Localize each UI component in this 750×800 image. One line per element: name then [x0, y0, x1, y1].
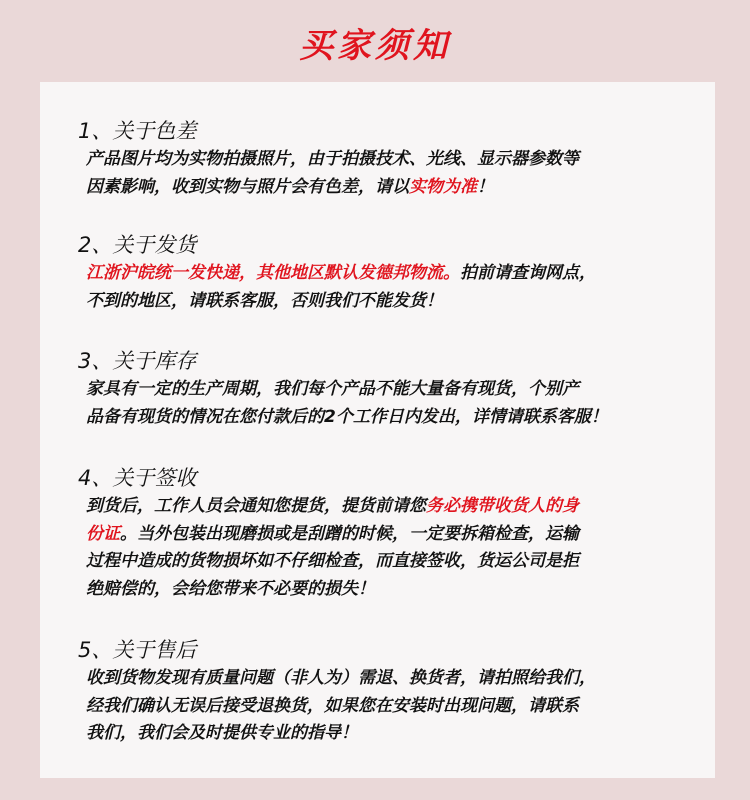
section-body [86, 493, 706, 603]
text-run: 我们，我们会及时提供专业的指导！ [86, 723, 358, 743]
section-heading: 1、关于色差 [78, 119, 197, 143]
text-run: 拍前请查询网点， [460, 263, 596, 283]
section-receipt [76, 463, 706, 603]
section-heading: 5、关于售后 [78, 638, 197, 662]
text-run: 产品图片均为实物拍摄照片，由于拍摄技术、光线、显示器参数等 [86, 149, 579, 169]
section-shipping [76, 230, 706, 315]
section-color-difference [76, 116, 706, 201]
section-body [86, 146, 706, 201]
text-run: 品备有现货的情况在您付款后的2个工作日内发出，详情请联系客服！ [86, 406, 608, 427]
section-body [86, 665, 706, 748]
text-line [86, 665, 706, 693]
section-inventory [76, 346, 706, 431]
text-run: 收到货物发现有质量问题（非人为）需退、换货者，请拍照给我们， [86, 668, 596, 688]
text-line [86, 576, 706, 604]
text-run: 到货后，工作人员会通知您提货，提货前请您 [86, 496, 426, 516]
text-run: 不到的地区，请联系客服，否则我们不能发货！ [86, 290, 443, 311]
text-line [86, 146, 706, 174]
section-body [86, 260, 706, 315]
text-run: 绝赔偿的，会给您带来不必要的损失！ [86, 578, 375, 599]
text-run: 因素影响，收到实物与照片会有色差，请以 [86, 176, 409, 197]
highlight-text: 份证 [86, 523, 120, 544]
text-line [86, 493, 706, 521]
highlight-text: 江浙沪皖统一发快递，其他地区默认发德邦物流。 [86, 263, 460, 283]
text-line [86, 521, 706, 549]
highlight-text: 务必携带收货人的身 [426, 496, 579, 516]
text-line [86, 404, 706, 432]
text-line [86, 288, 706, 316]
section-heading: 2、关于发货 [78, 233, 197, 257]
section-heading: 4、关于签收 [78, 466, 197, 490]
text-line [86, 376, 706, 404]
text-run: ！ [477, 176, 494, 197]
text-line [86, 720, 706, 748]
text-line [86, 260, 706, 288]
section-body [86, 376, 706, 431]
text-line [86, 693, 706, 721]
highlight-text: 实物为准 [409, 176, 477, 197]
page-title: 买家须知 [299, 26, 451, 66]
notice-card [40, 82, 715, 778]
text-line [86, 174, 706, 202]
text-line [86, 548, 706, 576]
text-run: 。当外包装出现磨损或是刮蹭的时候，一定要拆箱检查，运输 [120, 523, 579, 544]
text-run: 家具有一定的生产周期，我们每个产品不能大量备有现货，个别产 [86, 379, 579, 399]
text-run: 经我们确认无误后接受退换货，如果您在安装时出现问题，请联系 [86, 695, 579, 716]
text-run: 过程中造成的货物损坏如不仔细检查，而直接签收，货运公司是拒 [86, 551, 579, 571]
section-heading: 3、关于库存 [78, 349, 197, 373]
section-after-sales [76, 635, 706, 748]
